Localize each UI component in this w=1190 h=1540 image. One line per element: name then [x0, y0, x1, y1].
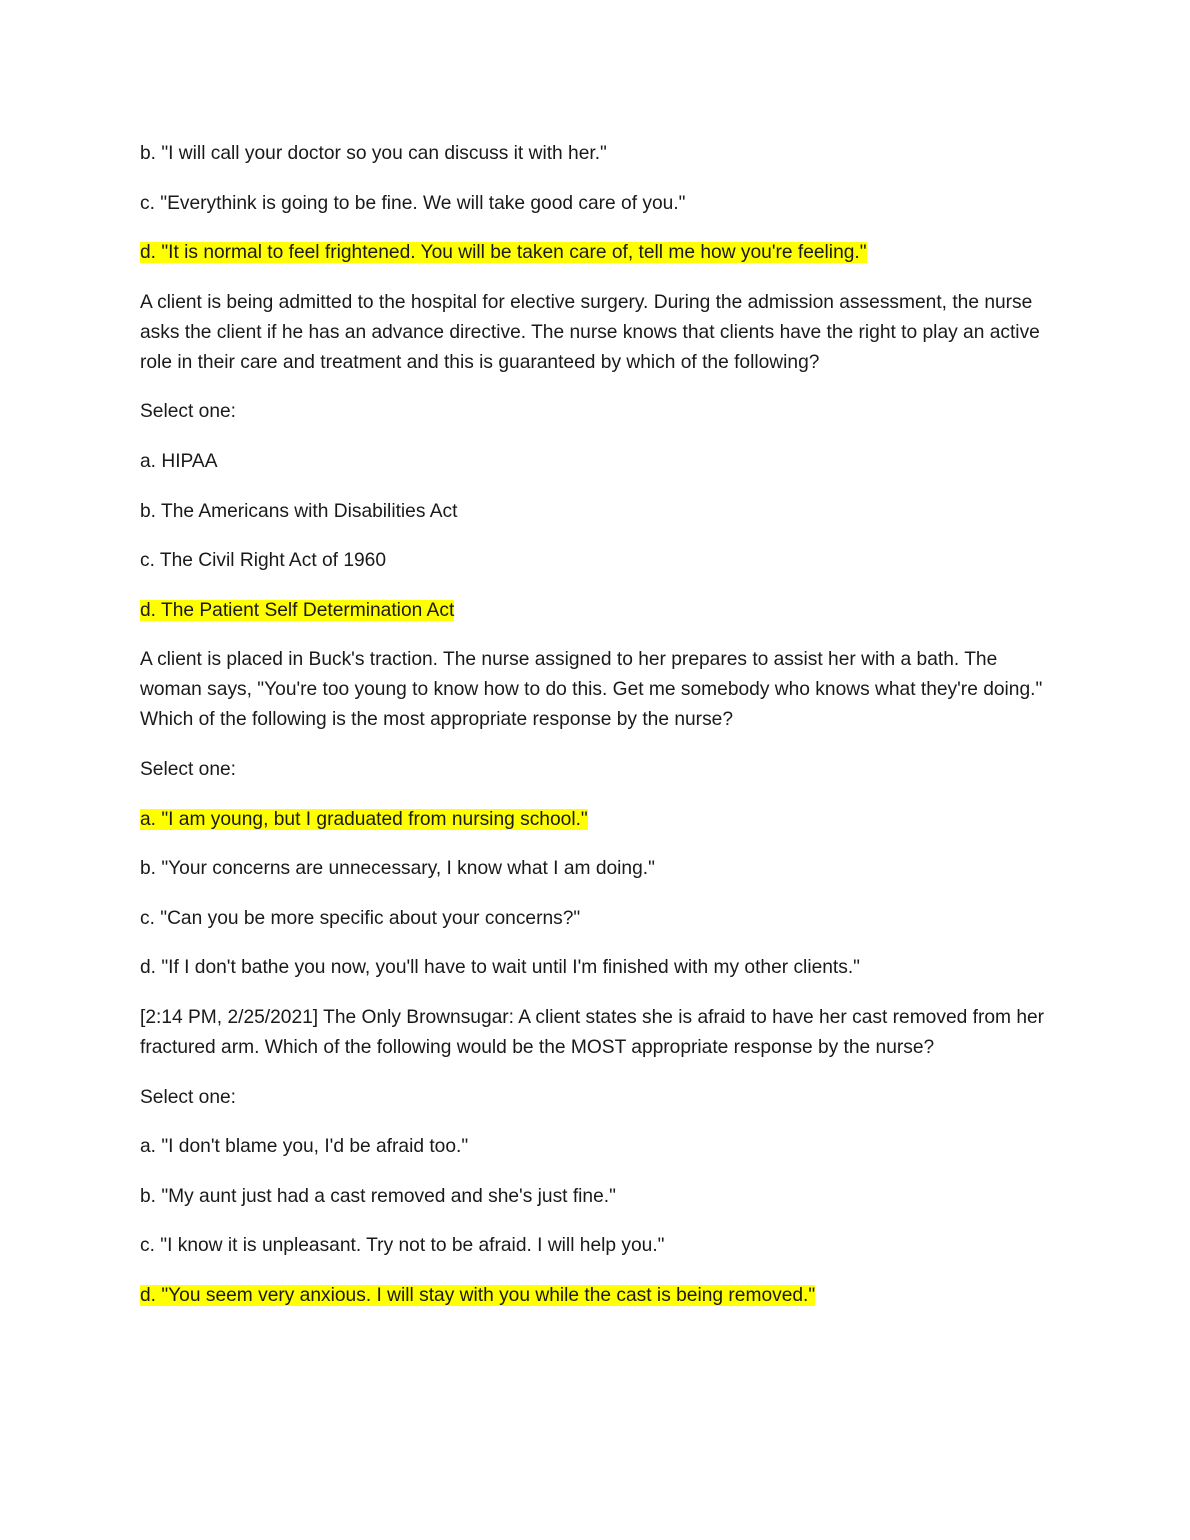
option-text: b. "Your concerns are unnecessary, I know what I am doing.": [140, 858, 655, 880]
answer-option: [140, 447, 1050, 477]
option-text: b. "My aunt just had a cast removed and she's just fine.": [140, 1185, 616, 1207]
highlighted-text: d. The Patient Self Determination Act: [140, 599, 455, 621]
answer-option-highlighted: [140, 596, 1050, 626]
question-text: [2:14 PM, 2/25/2021] The Only Brownsugar: A client states she is afraid to have her cast removed from her fractured arm. Which of the following would be the MOST appropriate response by the nurse?: [140, 1006, 1045, 1058]
question-text: A client is being admitted to the hospital for elective surgery. During the admission assessment, the nurse asks the client if he has an advance directive. The nurse knows that clients have the right to play an active role in their care and treatment and this is guaranteed by which of the following?: [140, 291, 1040, 373]
highlighted-text: a. "I am young, but I graduated from nursing school.": [140, 808, 588, 830]
option-text: b. The Americans with Disabilities Act: [140, 500, 458, 522]
select-prompt: Select one:: [140, 401, 237, 423]
select-prompt: Select one:: [140, 758, 237, 780]
option-text: d. "If I don't bathe you now, you'll have to wait until I'm finished with my other clients.": [140, 957, 860, 979]
option-text: c. "I know it is unpleasant. Try not to be afraid. I will help you.": [140, 1235, 665, 1257]
document-body: [140, 139, 1050, 1330]
option-text: a. HIPAA: [140, 450, 218, 472]
answer-option: [140, 546, 1050, 576]
select-prompt: Select one:: [140, 1086, 237, 1108]
option-text: c. "Can you be more specific about your concerns?": [140, 907, 581, 929]
answer-option: [140, 1182, 1050, 1212]
answer-option: [140, 189, 1050, 219]
answer-option: [140, 1132, 1050, 1162]
option-text: b. "I will call your doctor so you can discuss it with her.": [140, 143, 607, 164]
answer-option-highlighted: [140, 238, 1050, 268]
answer-option: [140, 139, 1050, 169]
highlighted-text: d. "You seem very anxious. I will stay with you while the cast is being removed.": [140, 1284, 816, 1306]
answer-option: [140, 497, 1050, 527]
question-text: A client is placed in Buck's traction. The nurse assigned to her prepares to assist her with a bath. The woman says, "You're too young to know how to do this. Get me somebody who knows what they're doing." Which of the following is the most appropriate response by the nurse?: [140, 649, 1043, 731]
option-text: c. The Civil Right Act of 1960: [140, 550, 387, 572]
answer-option-highlighted: [140, 1281, 1050, 1311]
answer-option-highlighted: [140, 805, 1050, 835]
answer-option: [140, 953, 1050, 983]
answer-option: [140, 904, 1050, 934]
highlighted-text: d. "It is normal to feel frightened. You will be taken care of, tell me how you're feeling.": [140, 242, 867, 264]
answer-option: [140, 1231, 1050, 1261]
answer-option: [140, 854, 1050, 884]
option-text: a. "I don't blame you, I'd be afraid too.": [140, 1136, 469, 1158]
option-text: c. "Everythink is going to be fine. We will take good care of you.": [140, 192, 686, 214]
